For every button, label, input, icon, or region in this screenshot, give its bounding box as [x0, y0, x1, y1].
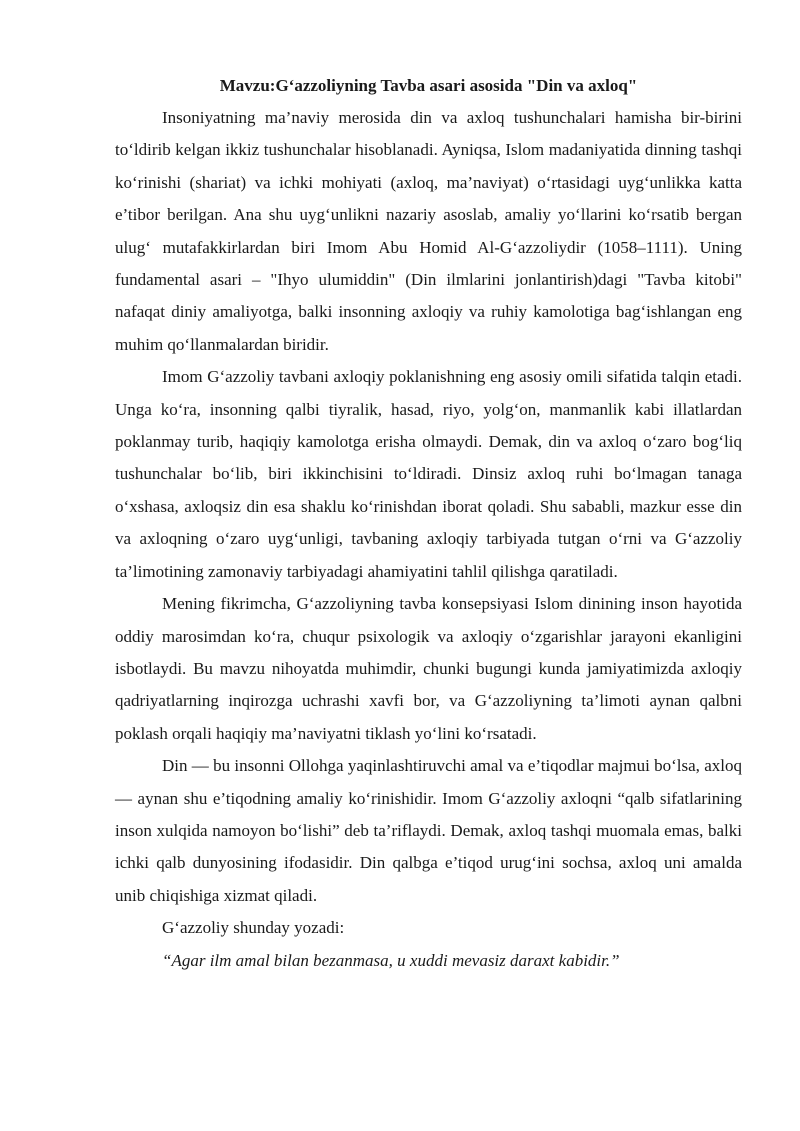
paragraph-2: Imom G‘azzoliy tavbani axloqiy poklanishning eng asosiy omili sifatida talqin etadi. Unga ko‘ra, insonning qalbi tiyralik, hasad, riyo, yolg‘on, manmanlik kabi illatlardan poklanmay turib, haqiqiy kamolotga erisha olmaydi. Demak, din va axloq o‘zaro bog‘liq tushunchalar bo‘lib, biri ikkinchisini to‘ldiradi. Dinsiz axloq ruhi bo‘lmagan tanaga o‘xshasa, axloqsiz din esa shaklu ko‘rinishdan iborat qoladi. Shu sababli, mazkur esse din va axloqning o‘zaro uyg‘unligi, tavbaning axloqiy tarbiyada tutgan o‘rni va G‘azzoliy ta’limotining zamonaviy tarbiyadagi ahamiyatini tahlil qilishga qaratiladi. — [115, 367, 742, 581]
paragraph-1: Insoniyatning ma’naviy merosida din va axloq tushunchalari hamisha bir-birini to‘ldirib kelgan ikkiz tushunchalar hisoblanadi. Ayniqsa, Islom madaniyatida dinning tashqi ko‘rinishi (shariat) va ichki mohiyati (axloq, ma’naviyat) o‘rtasidagi uyg‘unlikka katta e’tibor berilgan. Ana shu uyg‘unlikni nazariy asoslab, amaliy yo‘llarini ko‘rsatib bergan ulug‘ mutafakkirlardan biri Imom Abu Homid Al-G‘azzoliydir (1058–1111). Uning fundamental asari – "Ihyo ulumiddin" (Din ilmlarini jonlantirish)dagi "Tavba kitobi" nafaqat diniy amaliyotga, balki insonning axloqiy va ruhiy kamolotiga bag‘ishlangan eng muhim qo‘llanmalardan biridir. — [115, 108, 742, 354]
paragraph-3: Mening fikrimcha, G‘azzoliyning tavba konsepsiyasi Islom dinining inson hayotida oddiy marosimdan ko‘ra, chuqur psixologik va axloqiy o‘zgarishlar jarayoni ekanligini isbotlaydi. Bu mavzu nihoyatda muhimdir, chunki bugungi kunda jamiyatimizda axloqiy qadriyatlarning inqirozga uchrashi xavfi bor, va G‘azzoliyning ta’limoti aynan qalbni poklash orqali haqiqiy ma’naviyatni tiklash yo‘lini ko‘rsatadi. — [115, 594, 742, 743]
document-title: Mavzu:G‘azzoliyning Tavba asari asosida "Din va axloq" — [219, 76, 638, 95]
paragraph-4: Din — bu insonni Ollohga yaqinlashtiruvchi amal va e’tiqodlar majmui bo‘lsa, axloq — aynan shu e’tiqodning amaliy ko‘rinishidir. Imom G‘azzoliy axloqni “qalb sifatlarining inson xulqida namoyon bo‘lishi” deb ta’riflaydi. Demak, axloq tashqi muomala emas, balki ichki qalb dunyosining ifodasidir. Din qalbga e’tiqod urug‘ini sochsa, axloq uni amalda unib chiqishiga xizmat qiladi. — [115, 756, 742, 905]
page-content — [115, 70, 742, 977]
quote-text: “Agar ilm amal bilan bezanmasa, u xuddi mevasiz daraxt kabidir.” — [162, 950, 620, 970]
quote-intro: G‘azzoliy shunday yozadi: — [162, 918, 345, 938]
